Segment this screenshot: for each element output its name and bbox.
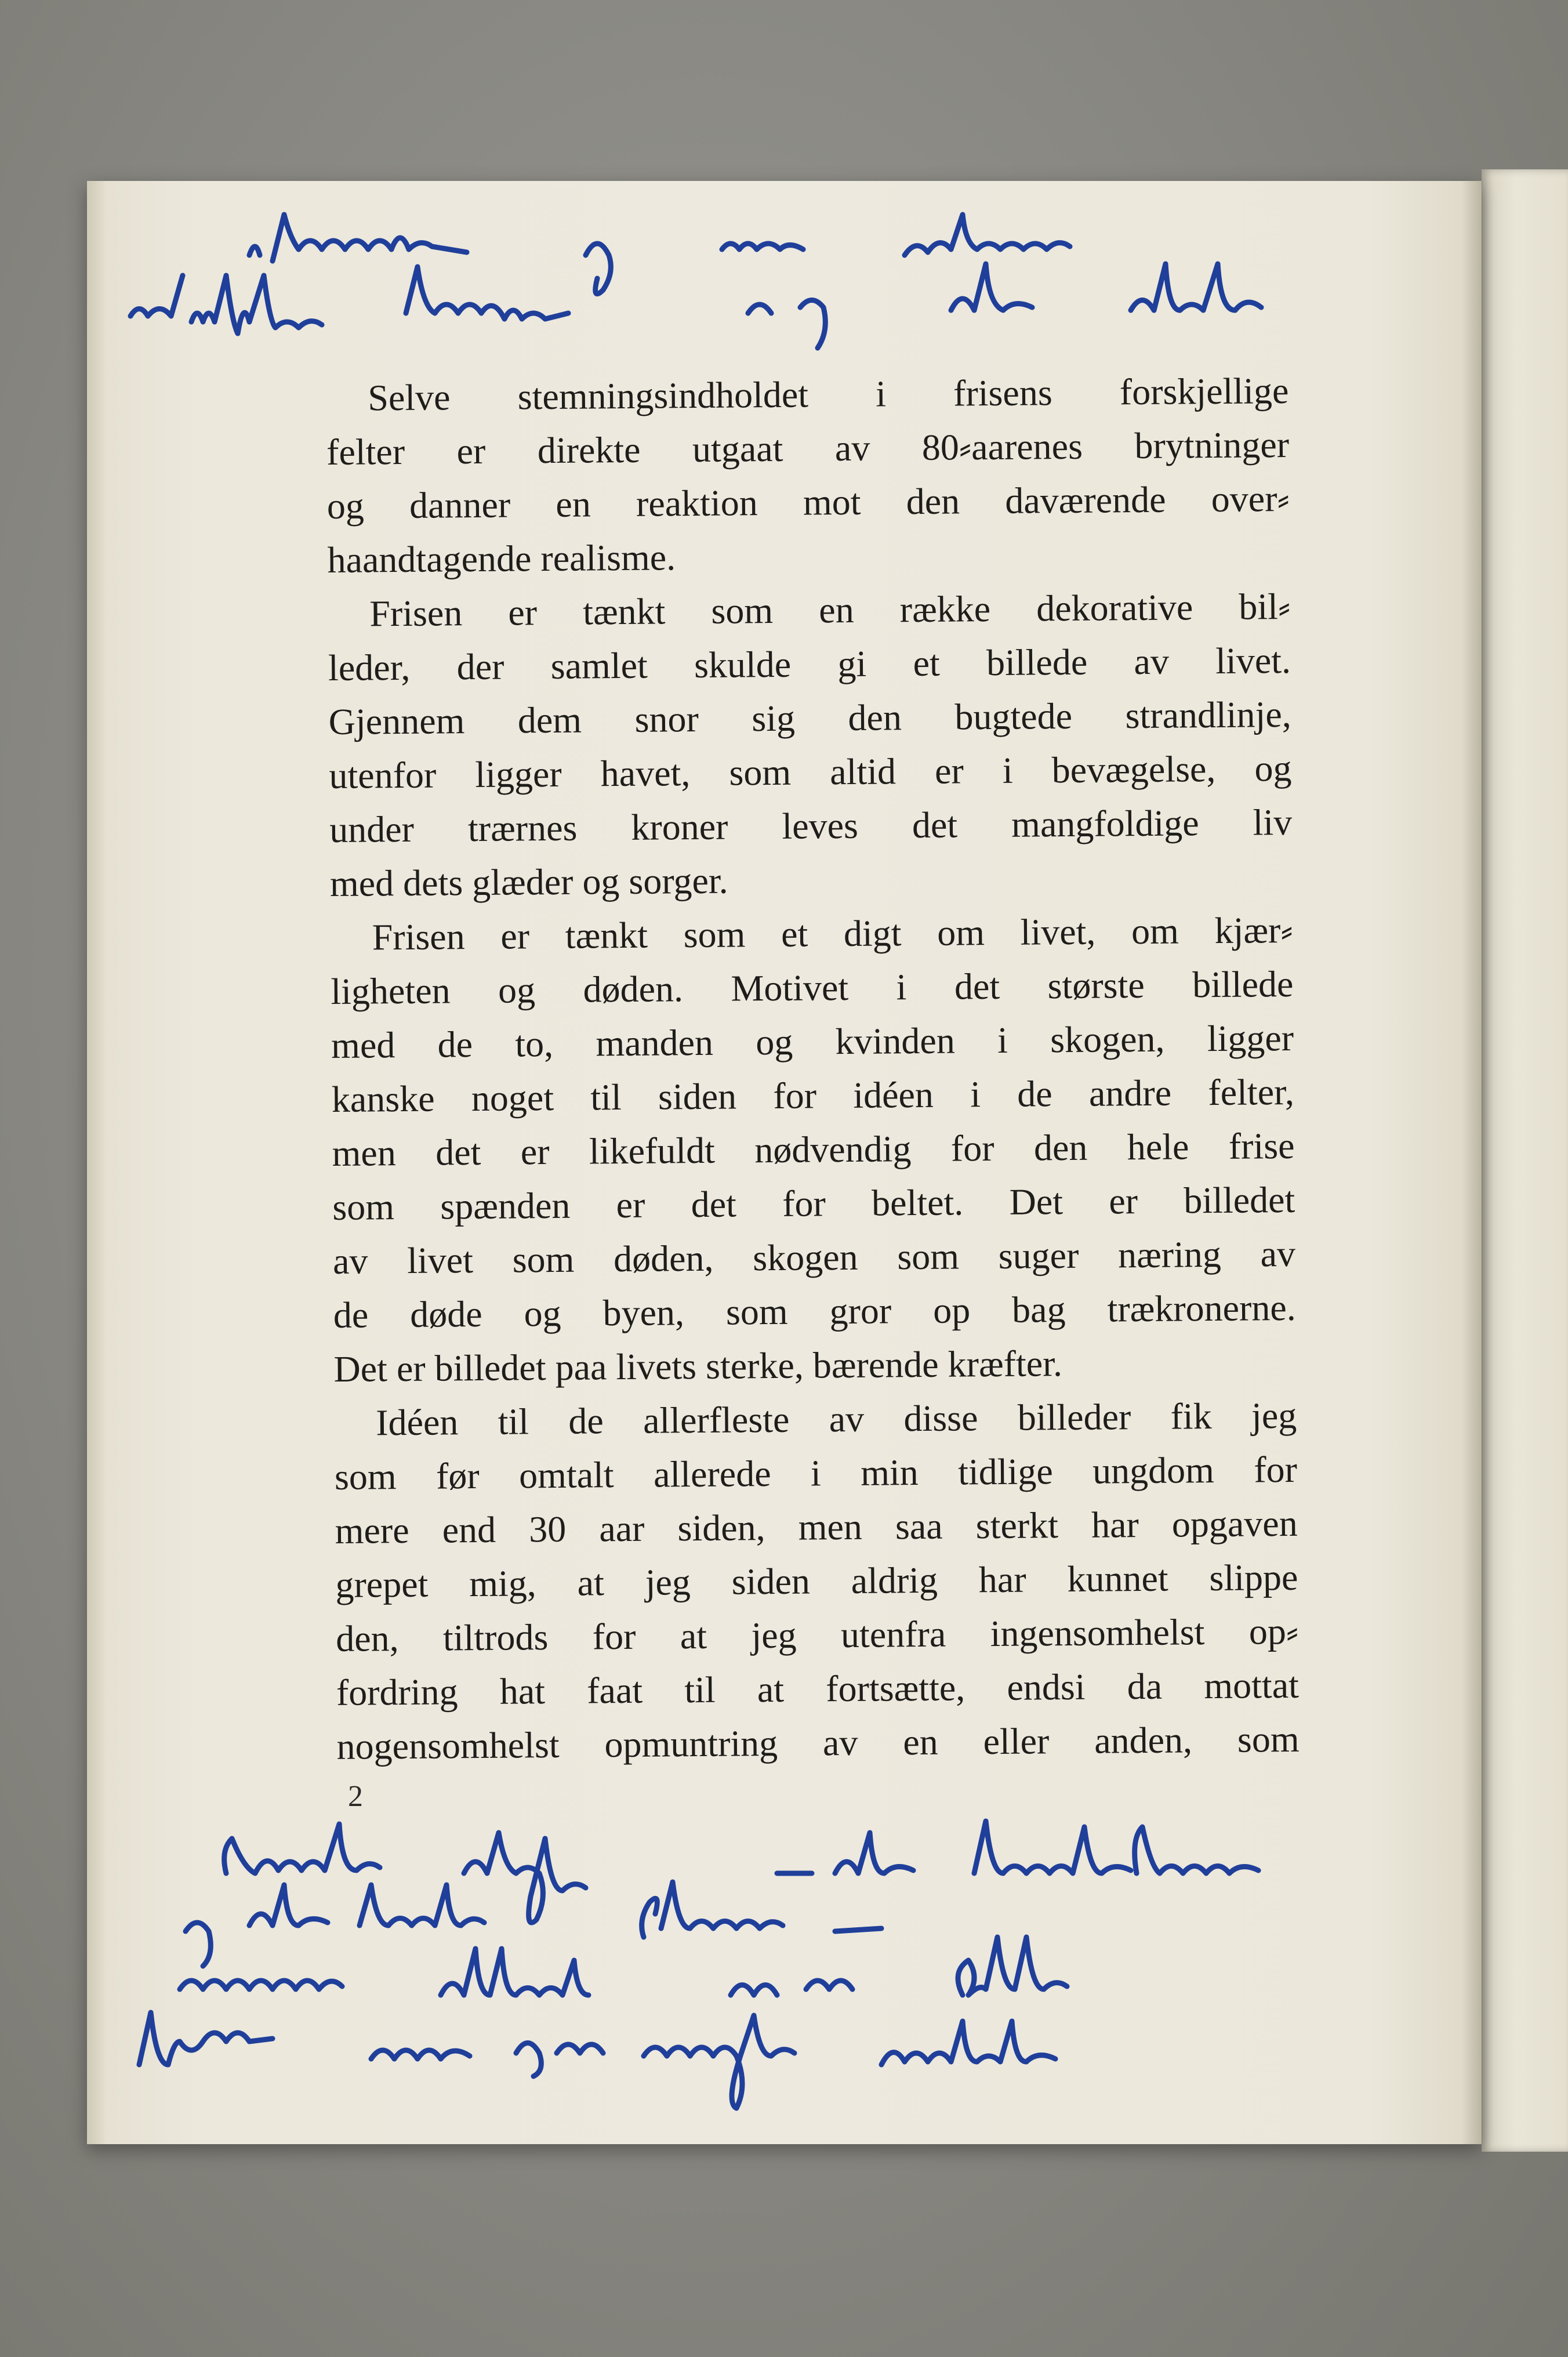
text-line: leder, der samlet skulde gi et billede av livet.	[328, 639, 1291, 688]
text-line: som spænden er det for beltet. Det er billedet	[332, 1178, 1295, 1228]
text-line: mere end 30 aar siden, men saa sterkt har opgaven	[335, 1502, 1298, 1551]
paragraph-4	[334, 1388, 1300, 1774]
text-line: Det er billedet paa livets sterke, bærende kræfter.	[333, 1343, 1063, 1390]
text-line: som før omtalt allerede i min tidlige ungdom for	[334, 1448, 1298, 1497]
paragraph-3	[330, 903, 1297, 1396]
text-line: med dets glæder og sorger.	[329, 860, 728, 904]
text-line: med de to, manden og kvinden i skogen, ligger	[331, 1017, 1294, 1066]
text-line: de døde og byen, som gror op bag trækronerne.	[333, 1286, 1297, 1336]
page-gutter-shadow	[1461, 181, 1482, 2144]
text-line: Gjennem dem snor sig den bugtede strandlinje,	[328, 693, 1291, 742]
text-line: men det er likefuldt nødvendig for den hele frise	[332, 1125, 1295, 1174]
facing-page-edge	[1482, 169, 1568, 2152]
text-line: ligheten og døden. Motivet i det største billede	[331, 963, 1294, 1012]
text-line: Idéen til de allerfleste av disse billeder fik jeg	[375, 1394, 1297, 1444]
text-line: den, tiltrods for at jeg utenfra ingensomhelst op⸗	[335, 1610, 1299, 1659]
text-line: nogensomhelst opmuntring av en eller anden, som	[336, 1718, 1300, 1767]
text-line: under trærnes kroner leves det mangfoldige liv	[329, 801, 1293, 850]
text-line: av livet som døden, skogen som suger næring av	[332, 1232, 1296, 1282]
text-line: kanske noget til siden for idéen i de andre felter,	[331, 1071, 1295, 1120]
text-line: og danner en reaktion mot den daværende over⸗	[326, 477, 1290, 527]
text-line: Frisen er tænkt som en række dekorative bil⸗	[369, 585, 1291, 634]
paragraph-1	[326, 364, 1290, 587]
text-line: fordring hat faat til at fortsætte, endsi da mottat	[336, 1664, 1300, 1713]
text-line: utenfor ligger havet, som altid er i bevægelse, og	[329, 747, 1292, 796]
printed-body-text	[326, 364, 1300, 1774]
paragraph-2	[328, 579, 1293, 911]
text-line: felter er direkte utgaat av 80⸗aarenes brytninger	[326, 423, 1290, 473]
text-line: Selve stemningsindholdet i frisens forskjellige	[368, 369, 1289, 419]
page-number: 2	[348, 1780, 363, 1813]
text-line: grepet mig, at jeg siden aldrig har kunnet slippe	[335, 1556, 1298, 1605]
text-line: haandtagende realisme.	[327, 536, 676, 581]
page-left-edge	[87, 181, 104, 2144]
text-line: Frisen er tænkt som et digt om livet, om kjær⸗	[372, 909, 1293, 958]
